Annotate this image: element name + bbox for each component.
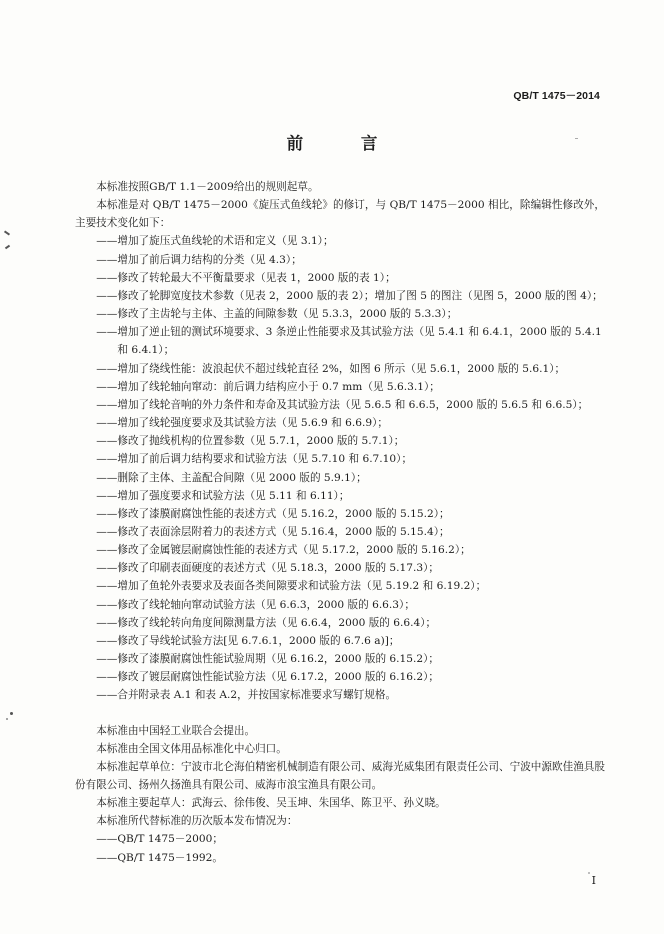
drafting-units: 本标准起草单位：宁波市北仑海伯精密机械制造有限公司、威海光威集团有限责任公司、宁波中源欧佳渔具股份有限公司、扬州久扬渔具有限公司、威海市浪宝渔具有限公司。 bbox=[75, 760, 605, 791]
list-item-text: ——修改了表面涂层附着力的表述方式（见 5.16.4，2000 版的 5.15.4）； bbox=[96, 525, 450, 538]
list-item-text: ——增加了前后调力结构的分类（见 4.3）； bbox=[96, 253, 302, 266]
scan-mark bbox=[10, 712, 13, 715]
changes-list bbox=[75, 232, 605, 704]
list-item bbox=[75, 614, 605, 632]
list-item bbox=[75, 232, 605, 250]
page-number: I bbox=[591, 874, 596, 887]
scan-mark bbox=[588, 872, 590, 874]
list-item bbox=[75, 487, 605, 505]
list-item-text: ——增加了鱼轮外表要求及表面各类间隙要求和试验方法（见 5.19.2 和 6.19.2）； bbox=[96, 580, 487, 593]
list-item-text: ——修改了抛线机构的位置参数（见 5.7.1，2000 版的 5.7.1）； bbox=[96, 435, 405, 448]
list-item bbox=[75, 251, 605, 269]
list-item bbox=[75, 559, 605, 577]
scan-mark bbox=[5, 245, 10, 250]
list-item-text: ——合并附录表 A.1 和表 A.2，并按国家标准要求写螺钉规格。 bbox=[96, 689, 397, 702]
list-item bbox=[75, 269, 605, 287]
list-item-text: ——增加了线轮轴向窜动：前后调力结构应小于 0.7 mm（见 5.6.3.1）； bbox=[96, 380, 440, 393]
list-item bbox=[75, 686, 605, 704]
drafters: 本标准主要起草人：武海云、徐伟俊、吴玉坤、朱国华、陈卫平、孙义晓。 bbox=[96, 797, 446, 810]
list-item-text: ——增加了强度要求和试验方法（见 5.11 和 6.11）； bbox=[96, 489, 350, 502]
list-item-text: ——增加了旋压式鱼线轮的术语和定义（见 3.1）； bbox=[96, 235, 334, 248]
list-item bbox=[75, 650, 605, 668]
list-item-text: ——修改了主齿轮与主体、主盖的间隙参数（见 5.3.3，2000 版的 5.3.3）； bbox=[96, 308, 458, 321]
list-item bbox=[75, 577, 605, 595]
list-item bbox=[75, 469, 605, 487]
list-item bbox=[75, 378, 605, 396]
list-item bbox=[75, 323, 605, 359]
list-item-text: ——增加了线轮音响的外力条件和寿命及其试验方法（见 5.6.5 和 6.6.5，2000 版的 5.6.5 和 6.6.5）； bbox=[96, 398, 589, 411]
list-item-text: ——增加了线轮强度要求及其试验方法（见 5.6.9 和 6.6.9）； bbox=[96, 417, 388, 430]
list-item-text: ——修改了轮脚宽度技术参数（见表 2，2000 版的表 2）；增加了图 5 的图注（见图 5，2000 版的图 4）； bbox=[96, 289, 603, 302]
list-item bbox=[75, 505, 605, 523]
list-item bbox=[75, 523, 605, 541]
list-item-text: ——修改了漆膜耐腐蚀性能的表述方式（见 5.16.2，2000 版的 5.15.2）； bbox=[96, 507, 450, 520]
document-body bbox=[75, 178, 605, 867]
list-item bbox=[75, 414, 605, 432]
list-item bbox=[75, 432, 605, 450]
list-item-text: ——增加了前后调力结构要求和试验方法（见 5.7.10 和 6.7.10）； bbox=[96, 453, 413, 466]
list-item-text: ——修改了线轮轴向窜动试验方法（见 6.6.3，2000 版的 6.6.3）； bbox=[96, 598, 415, 611]
list-item-text: ——修改了印刷表面硬度的表述方式（见 5.18.3，2000 版的 5.17.3）； bbox=[96, 562, 439, 575]
proposed-by: 本标准由中国轻工业联合会提出。 bbox=[96, 724, 256, 737]
list-item bbox=[75, 360, 605, 378]
intro-paragraph-2: 本标准是对 QB/T 1475－2000《旋压式鱼线轮》的修订，与 QB/T 1475－2000 相比，除编辑性修改外，主要技术变化如下： bbox=[75, 199, 605, 230]
jurisdiction: 本标准由全国文体用品标准化中心归口。 bbox=[96, 742, 287, 755]
list-item-text: ——修改了金属镀层耐腐蚀性能的表述方式（见 5.17.2，2000 版的 5.16.2）； bbox=[96, 544, 471, 557]
list-item bbox=[75, 632, 605, 650]
list-item bbox=[75, 541, 605, 559]
scan-mark bbox=[6, 718, 8, 720]
page-title: 前 言 bbox=[286, 134, 404, 153]
list-item bbox=[75, 305, 605, 323]
list-item-text: ——修改了线轮转向角度间隙测量方法（见 6.6.4，2000 版的 6.6.4）； bbox=[96, 616, 437, 629]
list-item bbox=[75, 396, 605, 414]
list-item-text: ——删除了主体、主盖配合间隙（见 2000 版的 5.9.1）； bbox=[96, 471, 367, 484]
list-item-text: ——增加了逆止钮的测试环境要求、3 条逆止性能要求及其试验方法（见 5.4.1 和 6.4.1，2000 版的 5.4.1 和 6.4.1）； bbox=[96, 326, 602, 357]
list-item bbox=[75, 450, 605, 468]
list-item bbox=[75, 287, 605, 305]
standard-code: QB/T 1475－2014 bbox=[513, 90, 600, 102]
list-item bbox=[75, 668, 605, 686]
list-item-text: ——修改了转轮最大不平衡量要求（见表 1，2000 版的表 1）； bbox=[96, 271, 396, 284]
paragraph-gap bbox=[75, 705, 605, 722]
intro-paragraph-1: 本标准按照GB/T 1.1－2009给出的规则起草。 bbox=[96, 181, 319, 193]
history-item: ——QB/T 1475－1992。 bbox=[96, 851, 223, 864]
list-item bbox=[75, 596, 605, 614]
history-intro: 本标准所代替标准的历次版本发布情况为： bbox=[96, 815, 298, 828]
list-item-text: ——修改了导线轮试验方法[见 6.7.6.1，2000 版的 6.7.6 a)]； bbox=[96, 634, 400, 647]
list-item-text: ——增加了绕线性能：波浪起伏不超过线轮直径 2%，如图 6 所示（见 5.6.1，2000 版的 5.6.1）； bbox=[96, 362, 566, 375]
list-item-text: ——修改了漆膜耐腐蚀性能试验周期（见 6.16.2，2000 版的 6.15.2）； bbox=[96, 653, 439, 666]
history-item: ——QB/T 1475－2000； bbox=[96, 833, 223, 846]
scan-mark bbox=[4, 230, 10, 235]
list-item-text: ——修改了镀层耐腐蚀性能试验方法（见 6.17.2，2000 版的 6.16.2）； bbox=[96, 671, 439, 684]
